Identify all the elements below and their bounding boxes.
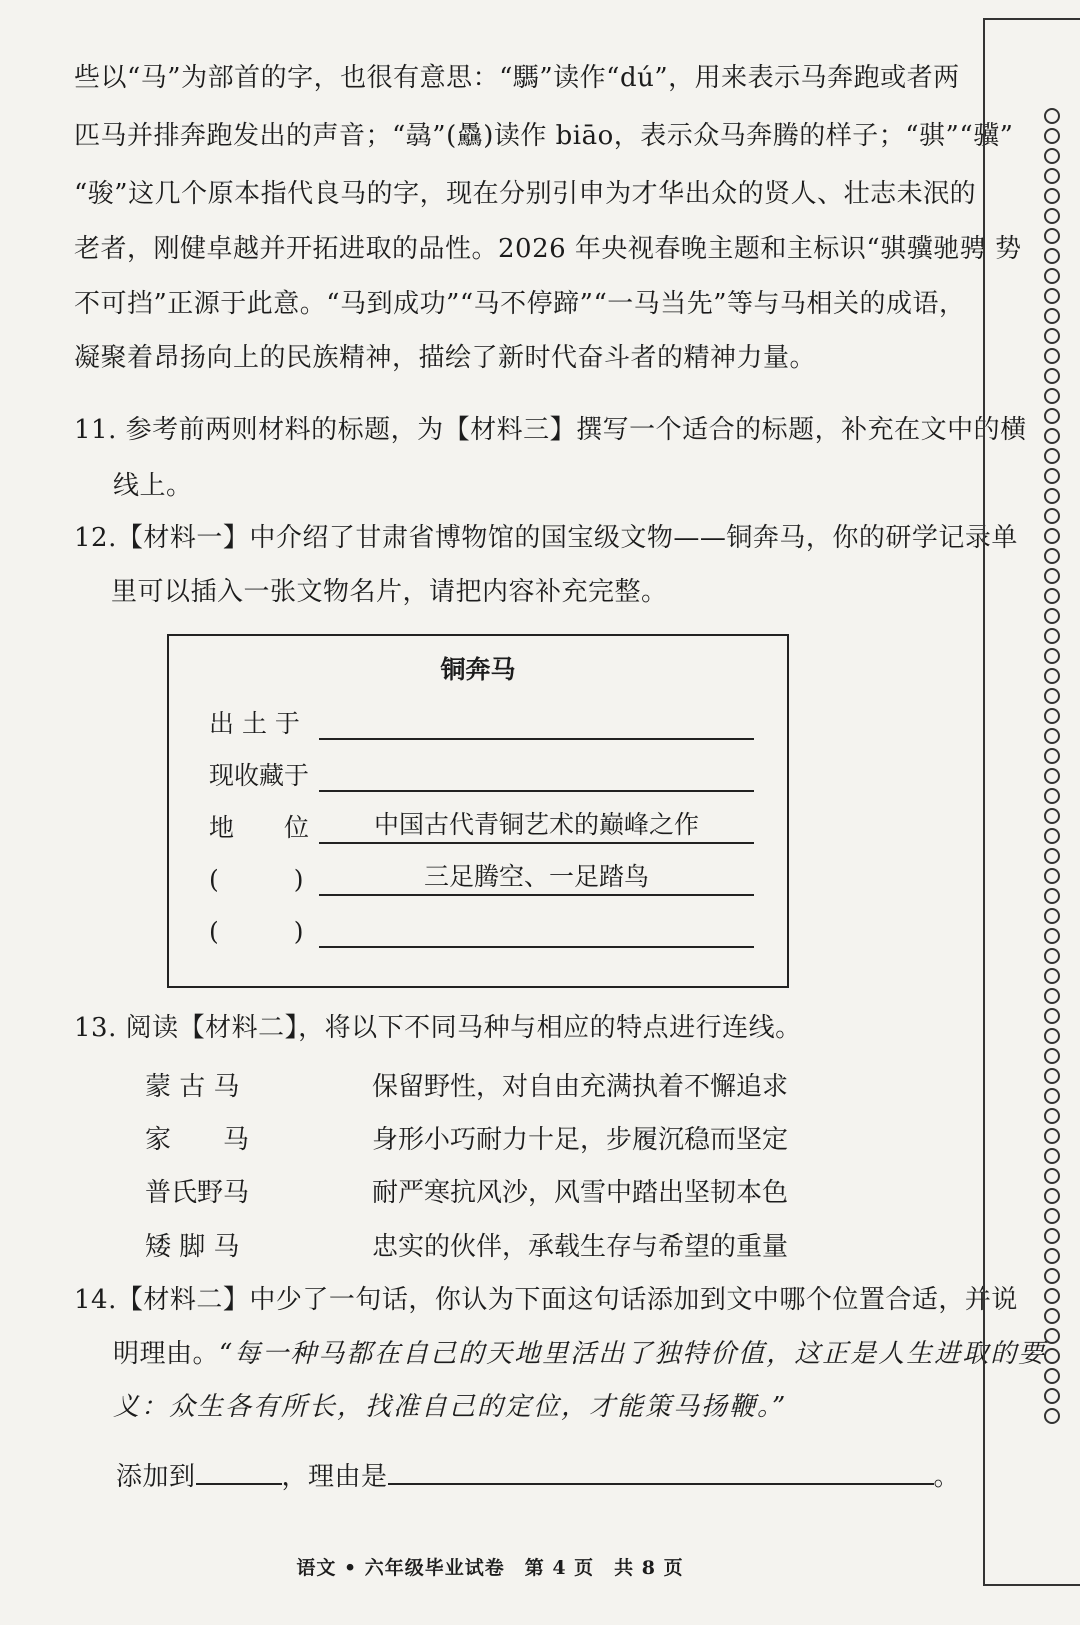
binding-hole-icon xyxy=(1044,188,1060,204)
binding-hole-icon xyxy=(1044,928,1060,944)
card-label: 出 土 于 xyxy=(209,709,300,738)
trait-item[interactable]: 保留野性，对自由充满执着不懈追求 xyxy=(372,1072,789,1102)
binding-hole-icon xyxy=(1044,1148,1060,1164)
quote-sentence-part2: 义：众生各有所长，找准自己的定位，才能策马扬鞭。” xyxy=(113,1392,788,1422)
binding-hole-icon xyxy=(1044,1208,1060,1224)
binding-hole-icon xyxy=(1044,308,1060,324)
quote-sentence-part1: “每一种马都在自己的天地里活出了独特价值，这正是人生进取的要 xyxy=(219,1339,1047,1369)
binding-hole-icon xyxy=(1044,608,1060,624)
binding-hole-icon xyxy=(1044,208,1060,224)
binding-hole-icon xyxy=(1044,168,1060,184)
horse-pony[interactable]: 矮 脚 马 xyxy=(145,1232,240,1262)
card-row-status xyxy=(209,804,754,848)
binding-hole-icon xyxy=(1044,1188,1060,1204)
binding-hole-icon xyxy=(1044,468,1060,484)
trait-item[interactable]: 耐严寒抗风沙，风雪中踏出坚韧本色 xyxy=(372,1178,789,1208)
binding-hole-icon xyxy=(1044,1308,1060,1324)
binding-hole-icon xyxy=(1044,688,1060,704)
binding-hole-icon xyxy=(1044,1288,1060,1304)
question-12-text-cont: 里可以插入一张文物名片，请把内容补充完整。 xyxy=(111,577,668,607)
binding-hole-icon xyxy=(1044,388,1060,404)
binding-hole-icon xyxy=(1044,508,1060,524)
answer-position-blank[interactable] xyxy=(196,1455,282,1485)
binding-hole-icon xyxy=(1044,948,1060,964)
binding-hole-icon xyxy=(1044,748,1060,764)
binding-hole-icon xyxy=(1044,1268,1060,1284)
card-row-blank-label-1 xyxy=(209,856,754,900)
question-13-text: 13. 阅读【材料二】，将以下不同马种与相应的特点进行连线。 xyxy=(74,1013,802,1043)
binding-hole-icon xyxy=(1044,1108,1060,1124)
binding-hole-icon xyxy=(1044,228,1060,244)
binding-hole-icon xyxy=(1044,648,1060,664)
binding-hole-icon xyxy=(1044,988,1060,1004)
question-12-text: 12.【材料一】中介绍了甘肃省博物馆的国宝级文物——铜奔马，你的研学记录单 xyxy=(74,523,1018,553)
binding-holes xyxy=(1038,108,1066,1428)
binding-hole-icon xyxy=(1044,708,1060,724)
answer-reason-label: ，理由是 xyxy=(281,1462,388,1492)
binding-hole-icon xyxy=(1044,1028,1060,1044)
binding-hole-icon xyxy=(1044,908,1060,924)
artifact-card xyxy=(167,634,789,988)
answer-add-label: 添加到 xyxy=(116,1462,196,1492)
binding-hole-icon xyxy=(1044,1128,1060,1144)
binding-hole-icon xyxy=(1044,428,1060,444)
trait-item[interactable]: 忠实的伙伴，承载生存与希望的重量 xyxy=(372,1232,789,1262)
binding-hole-icon xyxy=(1044,768,1060,784)
binding-hole-icon xyxy=(1044,268,1060,284)
card-row-blank-label-2 xyxy=(209,908,754,952)
binding-hole-icon xyxy=(1044,1068,1060,1084)
card-row-excavated xyxy=(209,700,754,744)
binding-hole-icon xyxy=(1044,328,1060,344)
binding-hole-icon xyxy=(1044,1008,1060,1024)
card-label: 地 位 xyxy=(209,813,310,842)
horse-domestic[interactable]: 家 马 xyxy=(145,1125,250,1155)
passage-line-1: 些以“马”为部首的字，也很有意思：“騳”读作“dú”，用来表示马奔跑或者两 xyxy=(74,63,960,93)
card-answer-blank[interactable] xyxy=(319,912,754,948)
binding-hole-icon xyxy=(1044,1088,1060,1104)
binding-hole-icon xyxy=(1044,1228,1060,1244)
binding-hole-icon xyxy=(1044,448,1060,464)
horse-przewalski[interactable]: 普氏野马 xyxy=(145,1178,250,1208)
question-14-text: 14.【材料二】中少了一句话，你认为下面这句话添加到文中哪个位置合适，并说 xyxy=(74,1285,1018,1315)
card-label-blank[interactable]: ( ) xyxy=(209,865,304,894)
binding-hole-icon xyxy=(1044,488,1060,504)
answer-reason-blank[interactable] xyxy=(388,1455,934,1485)
question-11-text-cont: 线上。 xyxy=(113,471,193,501)
binding-hole-icon xyxy=(1044,1408,1060,1424)
binding-hole-icon xyxy=(1044,808,1060,824)
binding-hole-icon xyxy=(1044,1328,1060,1344)
binding-hole-icon xyxy=(1044,1248,1060,1264)
card-answer-blank[interactable] xyxy=(319,704,754,740)
binding-hole-icon xyxy=(1044,568,1060,584)
binding-hole-icon xyxy=(1044,288,1060,304)
passage-line-6: 凝聚着昂扬向上的民族精神，描绘了新时代奋斗者的精神力量。 xyxy=(74,343,817,373)
question-14-prefix: 明理由。 xyxy=(113,1339,220,1369)
question-14-answer-line xyxy=(116,1455,960,1497)
binding-hole-icon xyxy=(1044,368,1060,384)
binding-hole-icon xyxy=(1044,1348,1060,1364)
binding-hole-icon xyxy=(1044,1048,1060,1064)
card-row-collection xyxy=(209,752,754,796)
binding-hole-icon xyxy=(1044,728,1060,744)
binding-hole-icon xyxy=(1044,668,1060,684)
binding-hole-icon xyxy=(1044,408,1060,424)
binding-hole-icon xyxy=(1044,588,1060,604)
card-label-blank[interactable]: ( ) xyxy=(209,917,304,946)
artifact-card-title: 铜奔马 xyxy=(440,655,516,684)
horse-mongolian[interactable]: 蒙 古 马 xyxy=(145,1072,240,1102)
binding-hole-icon xyxy=(1044,1388,1060,1404)
binding-hole-icon xyxy=(1044,548,1060,564)
card-answer-filled: 中国古代青铜艺术的巅峰之作 xyxy=(319,808,754,844)
card-answer-filled: 三足腾空、一足踏鸟 xyxy=(319,860,754,896)
binding-hole-icon xyxy=(1044,868,1060,884)
page-footer: 语文 • 六年级毕业试卷 第 4 页 共 8 页 xyxy=(296,1557,684,1579)
trait-item[interactable]: 身形小巧耐力十足，步履沉稳而坚定 xyxy=(372,1125,789,1155)
answer-end-mark: 。 xyxy=(933,1462,961,1492)
binding-hole-icon xyxy=(1044,968,1060,984)
binding-hole-icon xyxy=(1044,888,1060,904)
binding-hole-icon xyxy=(1044,1168,1060,1184)
binding-hole-icon xyxy=(1044,108,1060,124)
binding-hole-icon xyxy=(1044,248,1060,264)
card-label: 现收藏于 xyxy=(209,761,310,790)
passage-line-3: “骏”这几个原本指代良马的字，现在分别引申为才华出众的贤人、壮志未泯的 xyxy=(74,179,977,209)
binding-hole-icon xyxy=(1044,1368,1060,1384)
passage-line-2: 匹马并排奔跑发出的声音；“骉”(驫)读作 biāo，表示众马奔腾的样子；“骐”“骥” xyxy=(74,121,1014,151)
binding-hole-icon xyxy=(1044,528,1060,544)
binding-hole-icon xyxy=(1044,128,1060,144)
binding-hole-icon xyxy=(1044,628,1060,644)
binding-hole-icon xyxy=(1044,148,1060,164)
question-14-text-cont xyxy=(113,1334,1046,1374)
binding-hole-icon xyxy=(1044,788,1060,804)
binding-hole-icon xyxy=(1044,348,1060,364)
binding-hole-icon xyxy=(1044,848,1060,864)
passage-line-4: 老者，刚健卓越并开拓进取的品性。2026 年央视春晚主题和主标识“骐骥驰骋 势 xyxy=(74,234,1022,264)
card-answer-blank[interactable] xyxy=(319,756,754,792)
question-11-text: 11. 参考前两则材料的标题，为【材料三】撰写一个适合的标题，补充在文中的横 xyxy=(74,415,1027,445)
passage-line-5: 不可挡”正源于此意。“马到成功”“马不停蹄”“一马当先”等与马相关的成语， xyxy=(74,289,966,319)
binding-hole-icon xyxy=(1044,828,1060,844)
